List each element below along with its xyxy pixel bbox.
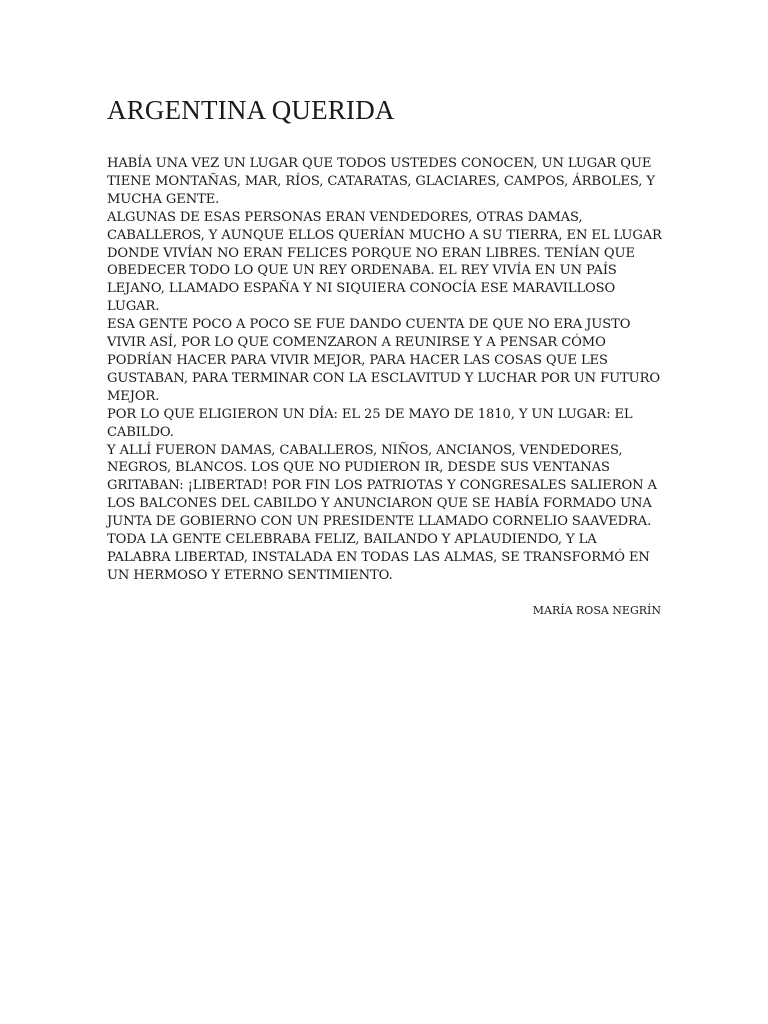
paragraph: HABÍA UNA VEZ UN LUGAR QUE TODOS USTEDES CONOCEN, UN LUGAR QUE TIENE MONTAÑAS, MAR, RÍOS, CATARATAS, GLACIARES, CAMPOS, ÁRBOLES, Y MUCHA GENTE.: [107, 156, 655, 207]
paragraph: ALGUNAS DE ESAS PERSONAS ERAN VENDEDORES, OTRAS DAMAS, CABALLEROS, Y AUNQUE ELLOS QUERÍAN MUCHO A SU TIERRA, EN EL LUGAR DONDE VIVÍAN NO ERAN FELICES PORQUE NO ERAN LIBRES. TENÍAN QUE OBEDECER TODO LO QUE UN REY ORDENABA. EL REY VIVÍA EN UN PAÍS LEJANO, LLAMADO ESPAÑA Y NI SIQUIERA CONOCÍA ESE MARAVILLOSO LUGAR.: [107, 209, 662, 315]
document-page: [107, 92, 663, 618]
paragraph: TODA LA GENTE CELEBRABA FELIZ, BAILANDO Y APLAUDIENDO, Y LA PALABRA LIBERTAD, INSTALADA EN TODAS LAS ALMAS, SE TRANSFORMÓ EN UN HERMOSO Y ETERNO SENTIMIENTO.: [107, 532, 650, 583]
paragraph: Y ALLÍ FUERON DAMAS, CABALLEROS, NIÑOS, ANCIANOS, VENDEDORES, NEGROS, BLANCOS. LOS QUE NO PUDIERON IR, DESDE SUS VENTANAS GRITABAN: ¡LIBERTAD! POR FIN LOS PATRIOTAS Y CONGRESALES SALIERON A LOS BALCONES DEL CABILDO Y ANUNCIARON QUE SE HABÍA FORMADO UNA JUNTA DE GOBIERNO CON UN PRESIDENTE LLAMADO CORNELIO SAAVEDRA.: [107, 442, 657, 530]
author-signature: MARÍA ROSA NEGRÍN: [532, 603, 661, 617]
document-body: [107, 155, 663, 585]
paragraph: ESA GENTE POCO A POCO SE FUE DANDO CUENTA DE QUE NO ERA JUSTO VIVIR ASÍ, POR LO QUE COMENZARON A REUNIRSE Y A PENSAR CÓMO PODRÍAN HACER PARA VIVIR MEJOR, PARA HACER LAS COSAS QUE LES GUSTABAN, PARA TERMINAR CON LA ESCLAVITUD Y LUCHAR POR UN FUTURO MEJOR.: [107, 317, 660, 404]
document-title: ARGENTINA QUERIDA: [107, 95, 395, 125]
paragraph: POR LO QUE ELIGIERON UN DÍA: EL 25 DE MAYO DE 1810, Y UN LUGAR: EL CABILDO.: [107, 406, 633, 440]
